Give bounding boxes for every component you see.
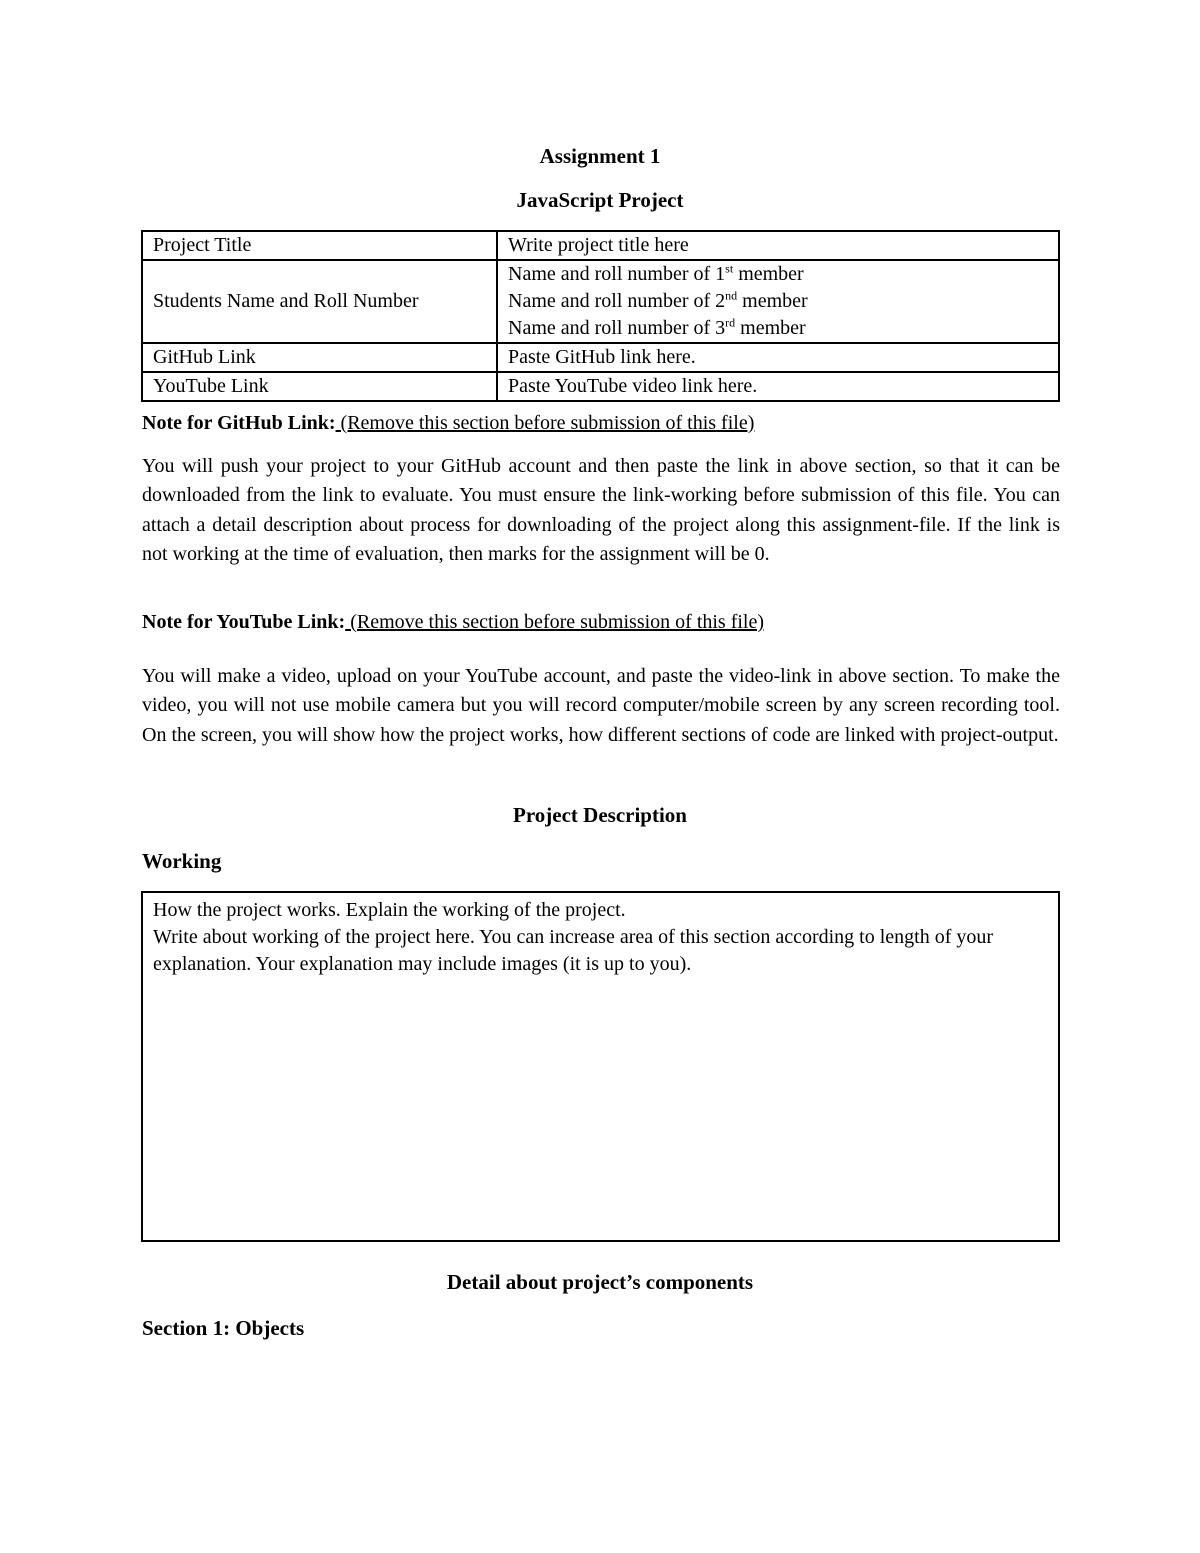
project-title-value: Write project title here (497, 231, 1059, 260)
working-line-1: How the project works. Explain the working of the project. (153, 899, 626, 921)
member-3: Name and roll number of 3rd member (508, 315, 806, 339)
youtube-note-heading: Note for YouTube Link: (Remove this section before submission of this file) (142, 611, 765, 633)
assignment-title: Assignment 1 (539, 144, 661, 168)
github-note-body: You will push your project to your GitHub account and then paste the link in above section, so that it can be downloaded from the link to evaluate. You must ensure the link-working before submission of this file. You can attach a detail description about process for downloading of the project along this assignment-file. If the link is not working at the time of evaluation, then marks for the assignment will be 0. (142, 455, 1060, 565)
github-value: Paste GitHub link here. (497, 343, 1059, 372)
project-subtitle: JavaScript Project (516, 188, 684, 212)
working-heading: Working (142, 849, 222, 873)
github-label: GitHub Link (142, 343, 497, 372)
working-line-2: Write about working of the project here. You can increase area of this section according to length of your explanation. Your explanation may include images (it is up to you). (153, 926, 994, 975)
members-cell (497, 260, 1059, 343)
member-1: Name and roll number of 1st member (508, 261, 804, 285)
students-label: Students Name and Roll Number (142, 260, 497, 343)
project-info-table (141, 230, 1060, 402)
youtube-note-body: You will make a video, upload on your YouTube account, and paste the video-link in above section. To make the video, you will not use mobile camera but you will record computer/mobile screen by any screen recording tool. On the screen, you will show how the project works, how different sections of code are linked with project-output. (142, 665, 1060, 746)
member-2: Name and roll number of 2nd member (508, 288, 808, 312)
youtube-value: Paste YouTube video link here. (497, 372, 1059, 401)
project-description-heading: Project Description (513, 803, 687, 827)
section-1-heading: Section 1: Objects (142, 1316, 305, 1340)
project-title-label: Project Title (142, 231, 497, 260)
components-heading: Detail about project’s components (446, 1270, 754, 1294)
working-text-box (141, 891, 1060, 1242)
table-row (142, 343, 1059, 372)
youtube-label: YouTube Link (142, 372, 497, 401)
table-row (142, 372, 1059, 401)
table-row (142, 260, 1059, 343)
table-row (142, 231, 1059, 260)
github-note-heading: Note for GitHub Link: (Remove this section before submission of this file) (142, 412, 755, 434)
